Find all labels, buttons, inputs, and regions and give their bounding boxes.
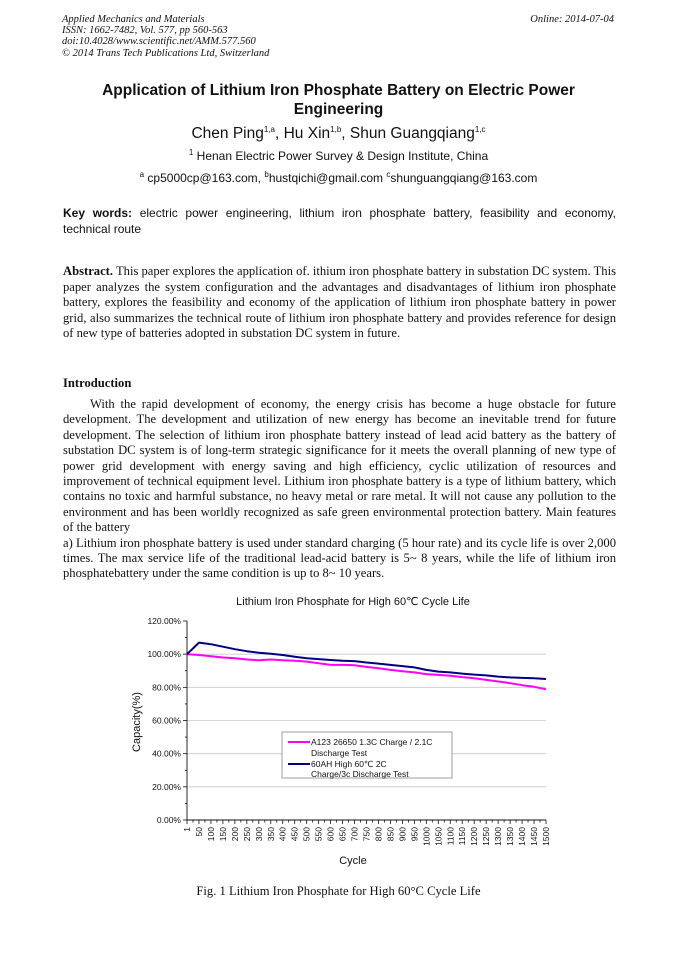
y-tick-label: 40.00%: [152, 748, 181, 759]
x-tick-label: 550: [313, 827, 324, 842]
legend-label-60ah-line2: Charge/3c Discharge Test: [311, 769, 409, 779]
x-tick-label: 800: [373, 827, 384, 842]
x-tick-label: 1250: [481, 827, 492, 846]
x-tick-label: 500: [301, 827, 312, 842]
copyright-line: © 2014 Trans Tech Publications Ltd, Switzerland: [62, 47, 270, 59]
x-tick-label: 1450: [529, 827, 540, 846]
x-tick-label: 1300: [493, 827, 504, 846]
journal-name: Applied Mechanics and Materials: [62, 14, 205, 25]
y-tick-label: 100.00%: [147, 649, 181, 660]
email-superscript: a: [139, 170, 145, 179]
x-tick-label: 600: [325, 827, 336, 842]
abstract-section: [63, 264, 616, 342]
chart-legend: [282, 732, 452, 779]
x-tick-label: 750: [361, 827, 372, 842]
x-axis-label: Cycle: [339, 855, 367, 867]
chart-svg: [120, 592, 560, 872]
y-axis-label: Capacity(%): [131, 692, 143, 752]
author-list: Chen Ping$^{1,a}$, Hu Xin$^{1,b}$, Shun Guangqiang$^{1,c}$: [191, 124, 486, 142]
email-address[interactable]: hustqichi@gmail.com: [268, 171, 384, 185]
online-date: Online: 2014-07-04: [530, 14, 614, 25]
chart-title: Lithium Iron Phosphate for High 60℃ Cycle Life: [236, 596, 470, 608]
x-tick-label: 400: [277, 827, 288, 842]
affiliation-text: Henan Electric Power Survey & Design Institute, China: [196, 149, 489, 163]
legend-label-a123-line1: A123 26650 1.3C Charge / 2.1C: [311, 737, 433, 747]
x-axis: [182, 820, 551, 846]
keywords-text: electric power engineering, lithium iron phosphate battery, feasibility and economy, technical route: [63, 206, 616, 236]
abstract-label: Abstract.: [63, 264, 114, 278]
author-superscript: 1,a: [263, 124, 275, 134]
keywords-section: [63, 206, 616, 237]
x-tick-label: 1150: [457, 827, 468, 846]
legend-label-60ah-line1: 60AH High 60℃ 2C: [311, 759, 387, 769]
chart-series: [187, 643, 546, 690]
email-superscript: b: [264, 170, 269, 179]
x-tick-label: 200: [229, 827, 240, 842]
intro-paragraph: With the rapid development of economy, the energy crisis has become a huge obstacle for future development. The development and utilization of new energy has become an inevitable trend for future development. The selection of lithium iron phosphate battery instead of lead acid battery as the battery of substation DC system is of long-term strategic significance for it meets the overall planning of new type of power grid development with energy saving and high efficiency, cyclic utilization of resources and improvement of technical equipment level. Lithium iron phosphate battery is a type of lithium battery, which contains no toxic and harmful substance, no heavy metal or rare metal. It will not cause any pollution to the environment and has been worldly recognized as safe green environmental protection battery. Main features of the battery: [63, 397, 616, 535]
author-superscript: 1,c: [474, 124, 486, 134]
x-tick-label: 950: [409, 827, 420, 842]
issn-line: ISSN: 1662-7482, Vol. 577, pp 560-563: [62, 25, 228, 37]
y-tick-label: 120.00%: [147, 616, 181, 626]
author-name: Shun Guangqiang: [349, 125, 475, 142]
author-name: Hu Xin: [283, 125, 331, 142]
abstract-text: This paper explores the application of. ithium iron phosphate battery in substation DC system. This paper analyzes the system configuration and the advantages and disadvantages of lithium iron phosphate battery, explores the feasibility and economy of the application of lithium iron phosphate battery in power grid, also summarizes the technical route of lithium iron phosphate battery and provides reference for design of new type of batteries adopted in substation DC system in future.: [63, 264, 617, 341]
x-tick-label: 50: [193, 827, 204, 837]
keywords-label: Key words:: [63, 206, 133, 220]
x-tick-label: 300: [253, 827, 264, 842]
email-list: [62, 170, 615, 186]
y-tick-label: 80.00%: [152, 682, 181, 693]
x-tick-label: 100: [205, 827, 216, 842]
email-superscript: c: [386, 170, 391, 179]
author-name: Chen Ping: [191, 125, 264, 142]
x-tick-label: 1050: [433, 827, 444, 846]
y-tick-label: 0.00%: [156, 815, 181, 825]
x-tick-label: 1100: [445, 827, 456, 846]
affiliation: [62, 148, 615, 164]
x-tick-label: 1400: [517, 827, 528, 846]
email-address[interactable]: cp5000cp@163.com,: [147, 171, 262, 185]
x-tick-label: 850: [385, 827, 396, 842]
x-tick-label: 150: [217, 827, 228, 842]
figure-caption: Fig. 1 Lithium Iron Phosphate for High 60°C Cycle Life: [196, 884, 481, 898]
x-tick-label: 1200: [469, 827, 480, 846]
legend-label-a123-line2: Discharge Test: [311, 748, 368, 758]
introduction-body: [63, 397, 616, 582]
email-address[interactable]: shunguangqiang@163.com: [390, 171, 538, 185]
x-tick-label: 1350: [505, 827, 516, 846]
x-tick-label: 1500: [541, 827, 551, 846]
cycle-life-chart: [120, 592, 560, 872]
x-tick-label: 900: [397, 827, 408, 842]
x-tick-label: 700: [349, 827, 360, 842]
x-tick-label: 650: [337, 827, 348, 842]
x-tick-label: 450: [289, 827, 300, 842]
intro-paragraph: a) Lithium iron phosphate battery is used under standard charging (5 hour rate) and its cycle life is over 2,000 times. The max service life of the traditional lead-acid battery is 5~ 8 years, while the life of lithium iron phosphatebattery under the same condition is up to 8~ 10 years.: [63, 535, 616, 581]
y-tick-label: 60.00%: [152, 715, 181, 726]
affiliation-superscript: 1: [188, 148, 194, 157]
paper-title: Application of Lithium Iron Phosphate Battery on Electric Power Engineering: [102, 82, 575, 118]
series-line-a123: [187, 654, 546, 689]
x-tick-label: 350: [265, 827, 276, 842]
journal-header: [62, 14, 269, 59]
author-superscript: 1,b: [330, 124, 342, 134]
y-axis: [147, 616, 187, 825]
introduction-heading: Introduction: [63, 376, 132, 390]
x-tick-label: 1: [182, 827, 192, 832]
x-tick-label: 1000: [421, 827, 432, 846]
series-line-60ah: [187, 643, 546, 679]
x-tick-label: 250: [241, 827, 252, 842]
y-tick-label: 20.00%: [152, 781, 181, 792]
doi-line: doi:10.4028/www.scientific.net/AMM.577.560: [62, 36, 256, 48]
